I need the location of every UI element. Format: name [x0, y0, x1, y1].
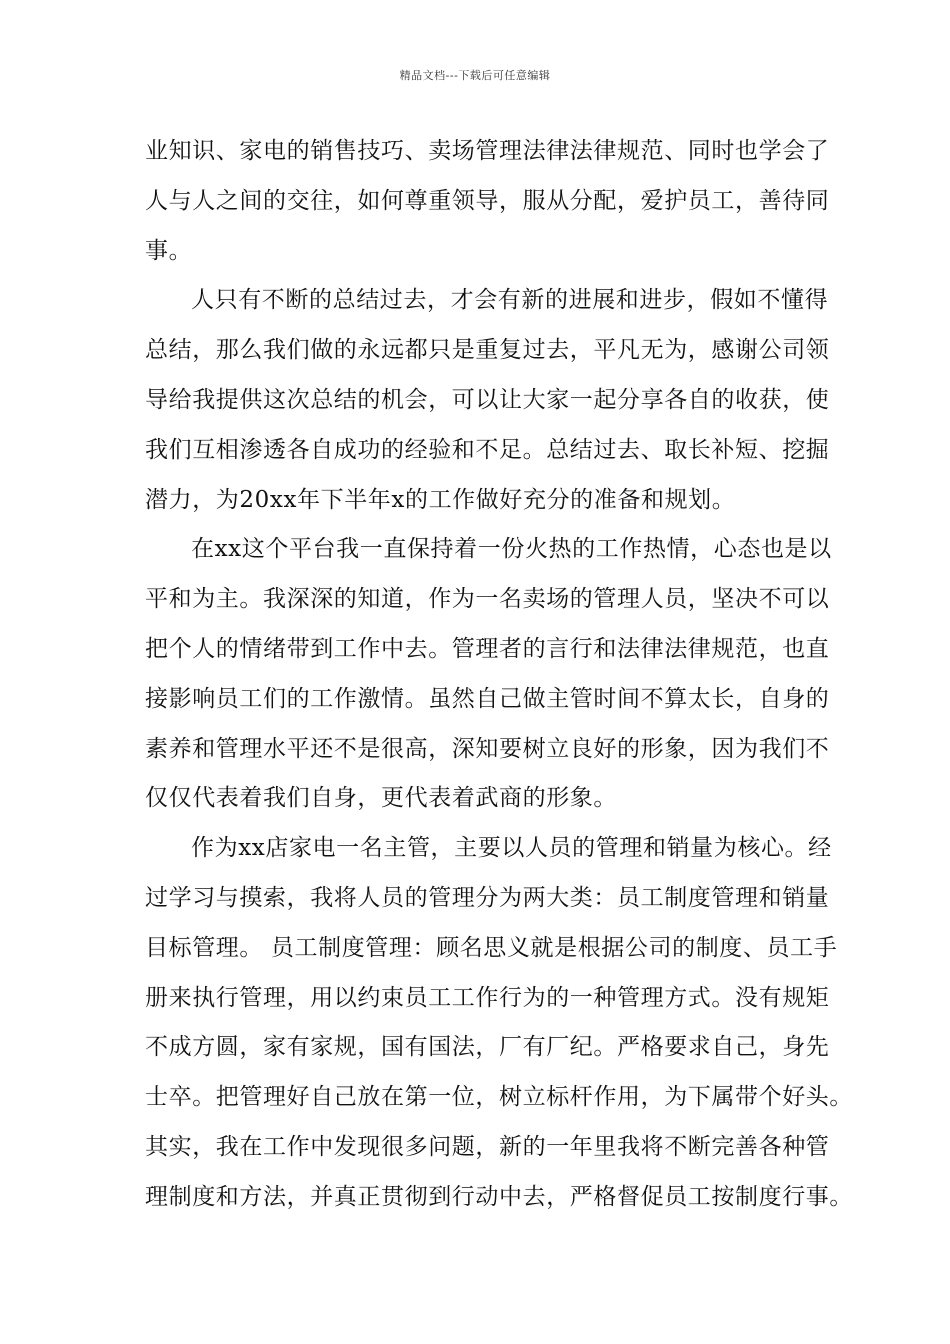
- paragraph-start-line: 作为xx店家电一名主管，主要以人员的管理和销量为核心。经: [191, 835, 832, 862]
- text-line: 接影响员工们的工作激情。虽然自己做主管时间不算太长，自身的: [145, 685, 830, 712]
- text-line: 业知识、家电的销售技巧、卖场管理法律法律规范、同时也学会了: [145, 138, 830, 164]
- document-body: [145, 127, 853, 1223]
- text-line: 素养和管理水平还不是很高，深知要树立良好的形象，因为我们不: [145, 735, 830, 762]
- page-header: 精品文档---下载后可任意编辑: [399, 69, 551, 82]
- text-line: 平和为主。我深深的知道，作为一名卖场的管理人员，坚决不可以: [145, 586, 830, 613]
- text-line: 过学习与摸索，我将人员的管理分为两大类：员工制度管理和销量: [145, 884, 830, 911]
- text-line: 导给我提供这次总结的机会，可以让大家一起分享各自的收获，使: [145, 386, 830, 413]
- text-line: 我们互相渗透各自成功的经验和不足。总结过去、取长补短、挖掘: [145, 436, 830, 463]
- text-line: 册来执行管理，用以约束员工工作行为的一种管理方式。没有规矩: [145, 984, 830, 1011]
- text-line: 事。: [145, 237, 193, 264]
- text-line: 不成方圆，家有家规，国有国法，厂有厂纪。严格要求自己，身先: [145, 1034, 830, 1061]
- text-line: 人与人之间的交往，如何尊重领导，服从分配，爱护员工，善待同: [145, 187, 830, 214]
- paragraph-start-line: 人只有不断的总结过去，才会有新的进展和进步，假如不懂得: [191, 287, 829, 314]
- text-line: 其实，我在工作中发现很多问题，新的一年里我将不断完善各种管: [145, 1133, 830, 1160]
- text-line: 士卒。把管理好自己放在第一位，树立标杆作用，为下属带个好头。: [145, 1084, 853, 1111]
- text-line: 目标管理。 员工制度管理：顾名思义就是根据公司的制度、员工手: [145, 934, 838, 961]
- paragraph-start-line: 在xx这个平台我一直保持着一份火热的工作热情，心态也是以: [191, 536, 832, 563]
- text-line: 理制度和方法，并真正贯彻到行动中去，严格督促员工按制度行事。: [145, 1183, 853, 1210]
- text-line: 把个人的情绪带到工作中去。管理者的言行和法律法律规范，也直: [145, 635, 830, 662]
- text-line: 总结，那么我们做的永远都只是重复过去，平凡无为，感谢公司领: [145, 337, 830, 364]
- text-line: 潜力，为20xx年下半年x的工作做好充分的准备和规划。: [145, 486, 736, 513]
- text-line: 仅仅代表着我们自身，更代表着武商的形象。: [145, 785, 617, 812]
